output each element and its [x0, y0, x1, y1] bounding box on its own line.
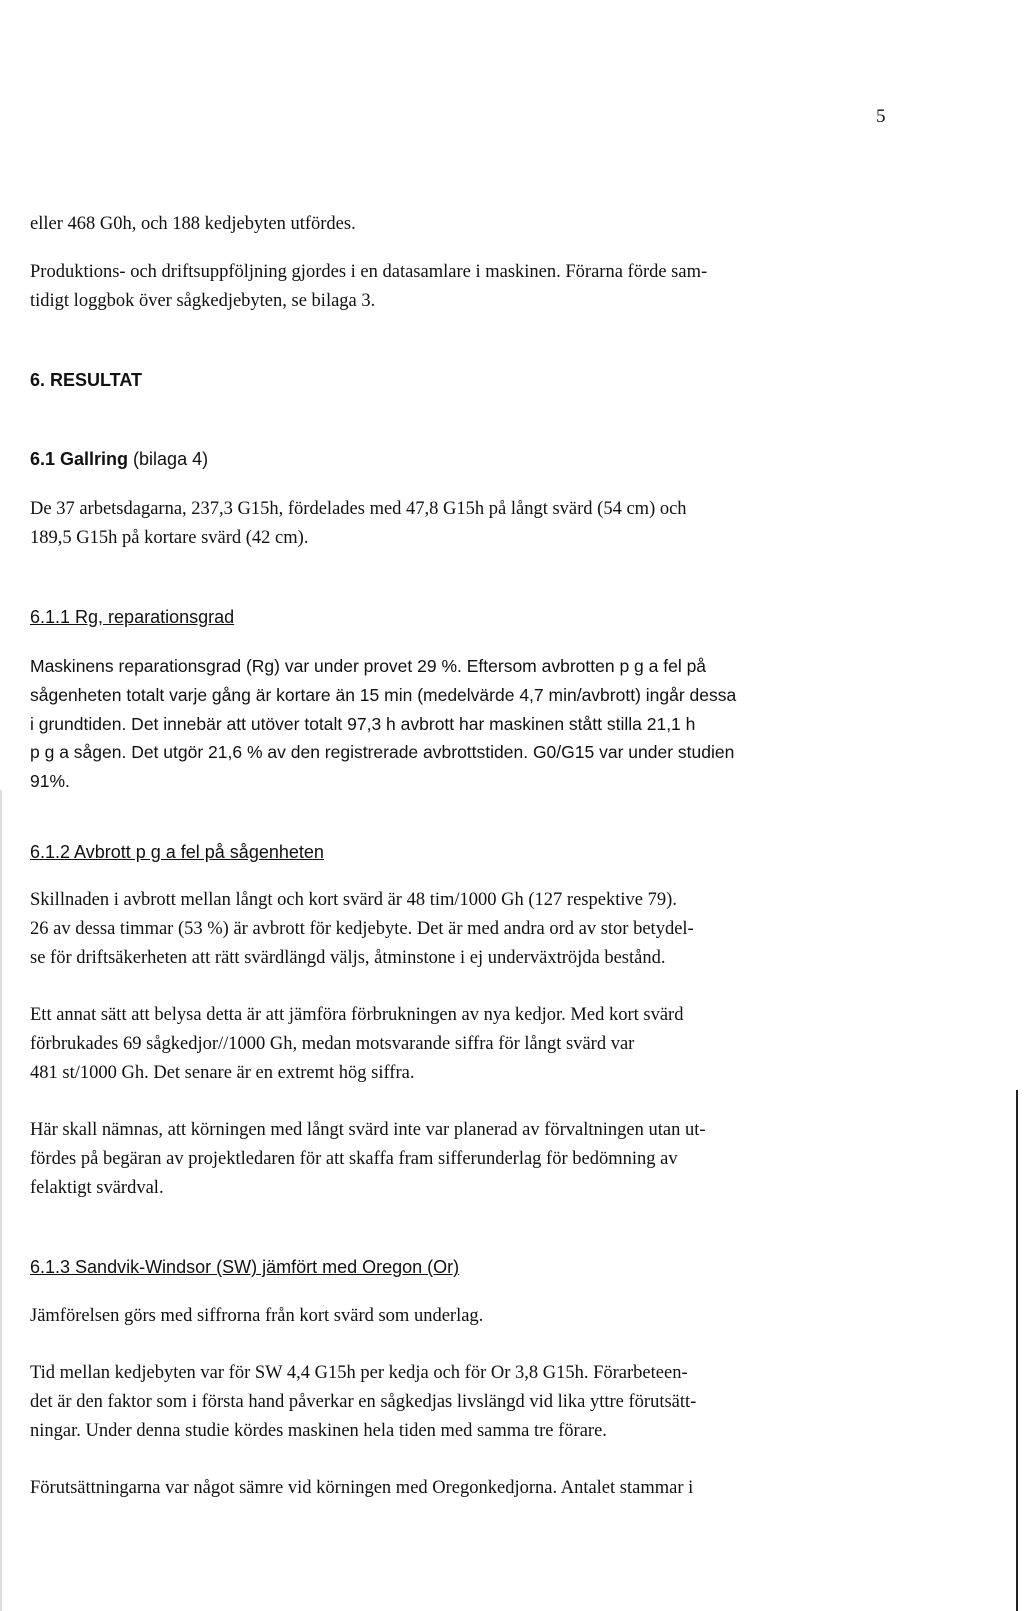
subsection-heading-sandvik-oregon: 6.1.3 Sandvik-Windsor (SW) jämfört med Oregon (Or)	[30, 1257, 460, 1277]
section-heading-resultat: 6. RESULTAT	[30, 370, 142, 390]
section-heading-gallring-suffix: (bilaga 4)	[128, 449, 209, 469]
paragraph-avbrott-1-line-2: 26 av dessa timmar (53 %) är avbrott för kedjebyte. Det är med andra ord av stor betydel-	[30, 919, 694, 939]
paragraph-sw-1: Jämförelsen görs med siffrorna från kort svärd som underlag.	[30, 1306, 484, 1326]
paragraph-sw-2-line-2: det är den faktor som i första hand påverkar en sågkedjas livslängd vid lika yttre förutsätt-	[30, 1392, 697, 1412]
paragraph-rg-line-4: p g a sågen. Det utgör 21,6 % av den registrerade avbrottstiden. G0/G15 var under studien	[30, 742, 735, 762]
paragraph-avbrott-3-line-2: fördes på begäran av projektledaren för att skaffa fram sifferunderlag för bedömning av	[30, 1149, 678, 1169]
paragraph-avbrott-2-line-1: Ett annat sätt att belysa detta är att jämföra förbrukningen av nya kedjor. Med kort svärd	[30, 1005, 684, 1025]
paragraph-uppfoljning-line-2: tidigt loggbok över sågkedjebyten, se bilaga 3.	[30, 291, 376, 311]
paragraph-avbrott-1-line-1: Skillnaden i avbrott mellan långt och kort svärd är 48 tim/1000 Gh (127 respektive 79).	[30, 890, 677, 910]
paragraph-avbrott-2-line-2: förbrukades 69 sågkedjor//1000 Gh, medan motsvarande siffra för långt svärd var	[30, 1034, 635, 1054]
section-heading-gallring-title: 6.1 Gallring	[30, 449, 129, 469]
paragraph-avbrott-3-line-1: Här skall nämnas, att körningen med långt svärd inte var planerad av förvaltningen utan ut-	[30, 1120, 706, 1140]
paragraph-gallring-line-2: 189,5 G15h på kortare svärd (42 cm).	[30, 528, 309, 548]
paragraph-gallring-line-1: De 37 arbetsdagarna, 237,3 G15h, fördelades med 47,8 G15h på långt svärd (54 cm) och	[30, 499, 687, 519]
paragraph-rg-line-2: sågenheten totalt varje gång är kortare än 15 min (medelvärde 4,7 min/avbrott) ingår dessa	[30, 685, 737, 705]
paragraph-avbrott-1-line-3: se för driftsäkerheten att rätt svärdlängd väljs, åtminstone i ej underväxtröjda bestånd.	[30, 948, 666, 968]
section-heading-gallring	[30, 447, 208, 471]
subsection-heading-reparationsgrad: 6.1.1 Rg, reparationsgrad	[30, 607, 235, 627]
scan-edge-left	[0, 790, 2, 1611]
paragraph-avbrott-2-line-3: 481 st/1000 Gh. Det senare är en extremt hög siffra.	[30, 1063, 415, 1083]
paragraph-rg-line-5: 91%.	[30, 771, 70, 791]
paragraph-sw-2-line-1: Tid mellan kedjebyten var för SW 4,4 G15h per kedja och för Or 3,8 G15h. Förarbeteen-	[30, 1363, 688, 1383]
paragraph-intro: eller 468 G0h, och 188 kedjebyten utfördes.	[30, 214, 356, 234]
paragraph-rg-line-3: i grundtiden. Det innebär att utöver totalt 97,3 h avbrott har maskinen stått stilla 21,1 h	[30, 714, 696, 734]
scan-edge-right	[1016, 1090, 1018, 1611]
paragraph-rg-line-1: Maskinens reparationsgrad (Rg) var under provet 29 %. Eftersom avbrotten p g a fel på	[30, 656, 707, 676]
paragraph-avbrott-3-line-3: felaktigt svärdval.	[30, 1178, 164, 1198]
paragraph-sw-2-line-3: ningar. Under denna studie kördes maskinen hela tiden med samma tre förare.	[30, 1421, 607, 1441]
subsection-heading-avbrott: 6.1.2 Avbrott p g a fel på sågenheten	[30, 842, 324, 862]
page-number: 5	[876, 106, 886, 127]
paragraph-sw-3: Förutsättningarna var något sämre vid körningen med Oregonkedjorna. Antalet stammar i	[30, 1478, 694, 1498]
paragraph-uppfoljning-line-1: Produktions- och driftsuppföljning gjordes i en datasamlare i maskinen. Förarna förde sam-	[30, 262, 708, 282]
